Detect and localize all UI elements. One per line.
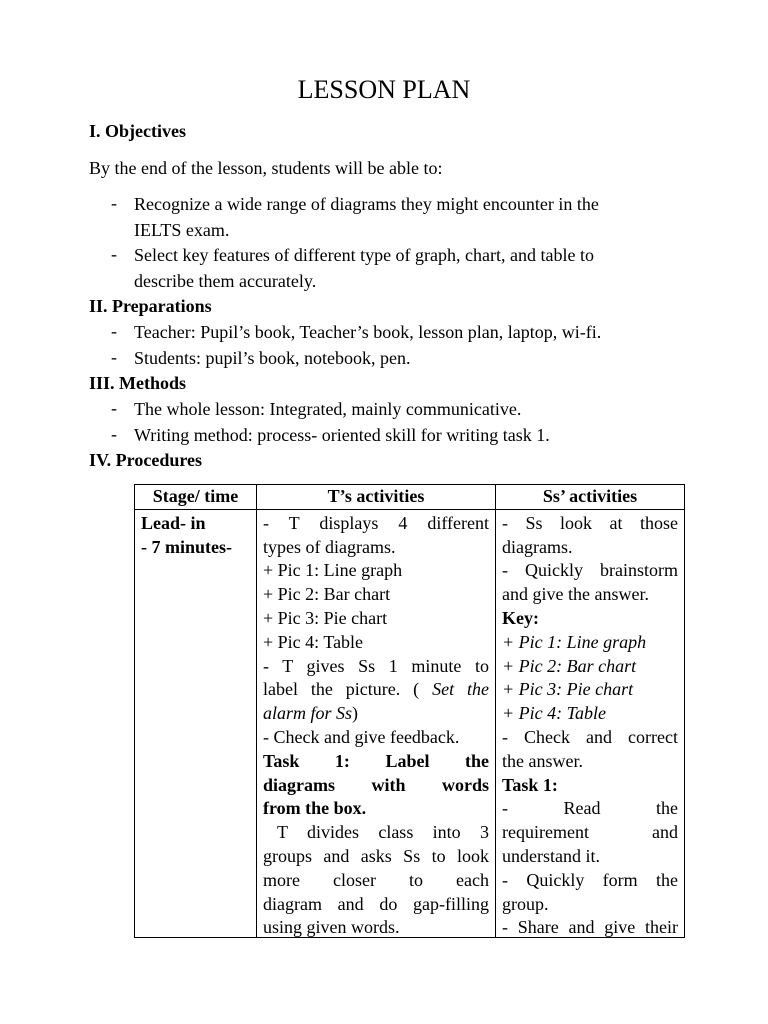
- objective-item-1-cont: IELTS exam.: [134, 220, 230, 240]
- students-activities-cell: [496, 509, 685, 937]
- preparation-item-1: Teacher: Pupil’s book, Teacher’s book, lesson plan, laptop, wi-fi.: [134, 322, 602, 342]
- student-line: group.: [502, 893, 549, 914]
- header-students-activities: Ss’ activities: [496, 485, 685, 510]
- teacher-line: + Pic 2: Bar chart: [263, 584, 391, 605]
- task-label: Task 1:: [502, 774, 558, 795]
- student-line: - Quickly brainstorm: [502, 560, 678, 581]
- objective-item-2-cont: describe them accurately.: [134, 271, 317, 291]
- preparations-heading: II. Preparations: [89, 296, 212, 316]
- teacher-line: - T displays 4 different: [263, 512, 489, 533]
- key-line: + Pic 3: Pie chart: [502, 679, 634, 700]
- teacher-line: + Pic 4: Table: [263, 631, 364, 652]
- student-line: and give the answer.: [502, 584, 649, 605]
- teacher-line: - Check and give feedback.: [263, 726, 460, 747]
- student-line: - Check and correct: [502, 726, 678, 747]
- stage-cell: [135, 509, 257, 937]
- teacher-line: groups and asks Ss to look: [263, 845, 489, 866]
- teacher-line: label the picture. ( Set the: [263, 679, 489, 700]
- teacher-activities-cell: [257, 509, 496, 937]
- header-stage-time: Stage/ time: [135, 485, 257, 510]
- student-line: - Read the: [502, 798, 678, 819]
- key-line: + Pic 1: Line graph: [502, 631, 647, 652]
- student-line: diagrams.: [502, 536, 573, 557]
- task-title-line: from the box.: [263, 798, 367, 819]
- bullet-dash: -: [111, 193, 117, 213]
- preparation-item-2: Students: pupil’s book, notebook, pen.: [134, 348, 411, 368]
- student-line: - Ss look at those: [502, 512, 678, 533]
- objectives-heading: I. Objectives: [89, 121, 186, 141]
- key-line: + Pic 2: Bar chart: [502, 655, 637, 676]
- table-header-row: [135, 485, 685, 510]
- bullet-dash: -: [111, 244, 117, 264]
- task-title-line: diagrams with words: [263, 774, 489, 795]
- bullet-dash: -: [111, 321, 117, 341]
- teacher-line: using given words.: [263, 917, 400, 937]
- teacher-line: diagram and do gap-filling: [263, 893, 489, 914]
- student-line: - Share and give their: [502, 917, 678, 937]
- objectives-intro: By the end of the lesson, students will be able to:: [89, 158, 443, 178]
- method-item-2: Writing method: process- oriented skill for writing task 1.: [134, 425, 550, 445]
- bullet-dash: -: [111, 398, 117, 418]
- teacher-line: more closer to each: [263, 869, 489, 890]
- bullet-dash: -: [111, 347, 117, 367]
- task-title-line: Task 1: Label the: [263, 750, 489, 771]
- procedures-table: [134, 484, 685, 938]
- teacher-line: T divides class into 3: [277, 822, 489, 843]
- teacher-line: alarm for Ss): [263, 703, 359, 724]
- stage-name: Lead- in: [141, 512, 206, 533]
- methods-heading: III. Methods: [89, 373, 187, 393]
- teacher-line: + Pic 1: Line graph: [263, 560, 403, 581]
- header-teacher-activities: T’s activities: [257, 485, 496, 510]
- teacher-line: - T gives Ss 1 minute to: [263, 655, 489, 676]
- student-line: understand it.: [502, 845, 600, 866]
- teacher-line: types of diagrams.: [263, 536, 396, 557]
- page-title: LESSON PLAN: [297, 75, 471, 104]
- bullet-dash: -: [111, 424, 117, 444]
- student-line: requirement and: [502, 822, 678, 843]
- table-row: [135, 509, 685, 937]
- objective-item-2: Select key features of different type of graph, chart, and table to: [134, 245, 594, 265]
- key-label: Key:: [502, 607, 539, 628]
- student-line: the answer.: [502, 750, 583, 771]
- objective-item-1: Recognize a wide range of diagrams they might encounter in the: [134, 194, 599, 214]
- stage-time: - 7 minutes-: [141, 536, 232, 557]
- teacher-line: + Pic 3: Pie chart: [263, 607, 388, 628]
- student-line: - Quickly form the: [502, 869, 678, 890]
- method-item-1: The whole lesson: Integrated, mainly communicative.: [134, 399, 522, 419]
- key-line: + Pic 4: Table: [502, 703, 606, 724]
- procedures-heading: IV. Procedures: [89, 450, 203, 470]
